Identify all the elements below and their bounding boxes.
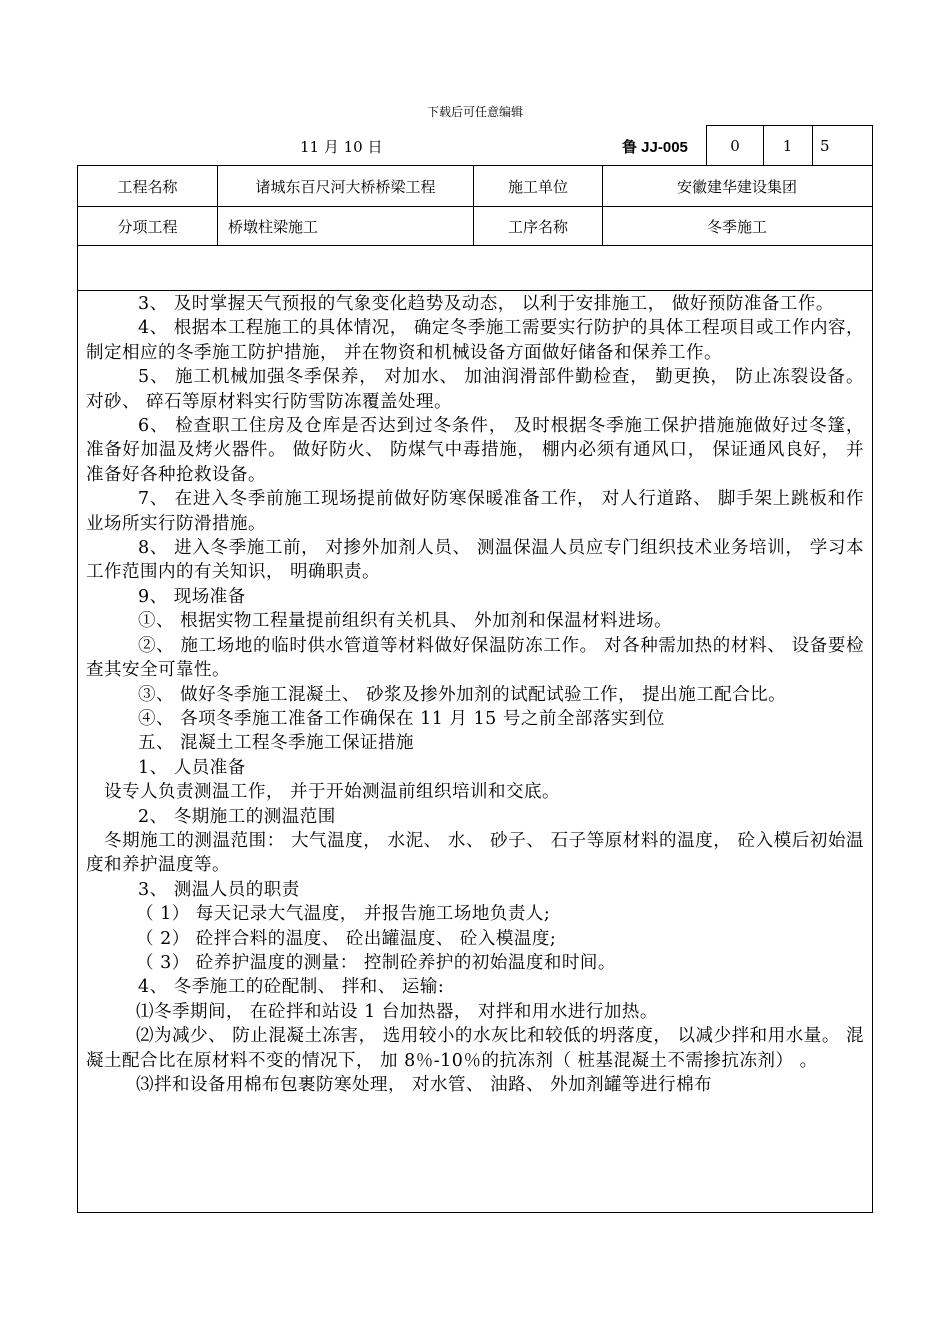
body-paragraph: ①、 根据实物工程量提前组织有关机具、 外加剂和保温材料进场。: [138, 611, 673, 632]
body-text: [86, 292, 864, 1097]
info-row-2: [78, 207, 872, 246]
header-date: 11 月 10 日: [300, 138, 383, 156]
body-paragraph: 7、 在进入冬季前施工现场提前做好防寒保暖准备工作， 对人行道路、 脚手架上跳板和作业场所实行防滑措施。: [86, 489, 864, 534]
body-paragraph: 2、 冬期施工的测温范围: [138, 806, 336, 827]
body-paragraph: 1、 人员准备: [138, 757, 246, 778]
blank-row: [78, 246, 872, 291]
body-paragraph: ④、 各项冬季施工准备工作确保在 11 月 15 号之前全部落实到位: [138, 708, 665, 729]
project-name-label: 工程名称: [78, 166, 218, 206]
body-paragraph: 4、 冬季施工的砼配制、 拌和、 运输:: [138, 977, 445, 998]
body-paragraph: （ 3） 砼养护温度的测量： 控制砼养护的初始温度和时间。: [136, 952, 616, 973]
body-paragraph: （ 1） 每天记录大气温度， 并报告施工场地负责人;: [136, 904, 551, 925]
body-paragraph: 9、 现场准备: [138, 586, 246, 607]
body-paragraph: 设专人负责测温工作， 并于开始测温前组织培训和交底。: [104, 782, 561, 803]
project-name-value: 诸城东百尺河大桥桥梁工程: [218, 166, 474, 206]
header-box-1: 0: [706, 125, 764, 165]
body-paragraph: 6、 检查职工住房及仓库是否达到过冬条件， 及时根据冬季施工保护措施施做好过冬篷， 准备好加温及烤火器件。 做好防火、 防煤气中毒措施， 棚内必须有通风口， 保证通风良好， 并准备好各种抢救设备。: [86, 416, 864, 485]
construction-unit-label: 施工单位: [474, 166, 603, 206]
body-paragraph: ⑵为减少、 防止混凝土冻害， 选用较小的水灰比和较低的坍落度， 以减少拌和用水量。 混凝土配合比在原材料不变的情况下， 加 8％-10％的抗冻剂（ 桩基混凝土不需掺抗冻剂） 。: [86, 1026, 864, 1071]
header-code: 鲁 JJ-005: [622, 139, 688, 156]
process-label: 工序名称: [474, 207, 603, 245]
body-paragraph: 8、 进入冬季施工前， 对掺外加剂人员、 测温保温人员应专门组织技术业务培训， 学习本工作范围内的有关知识， 明确职责。: [86, 538, 864, 583]
construction-unit-value: 安徽建华建设集团: [676, 177, 797, 196]
header-box-3: 5: [812, 125, 873, 165]
body-paragraph: ③、 做好冬季施工混凝土、 砂浆及掺外加剂的试配试验工作， 提出施工配合比。: [138, 684, 787, 705]
body-paragraph: 5、 施工机械加强冬季保养， 对加水、 加油润滑部件勤检查， 勤更换， 防止冻裂设备。 对砂、 碎石等原材料实行防雪防冻覆盖处理。: [86, 367, 864, 412]
body-paragraph: 4、 根据本工程施工的具体情况， 确定冬季施工需要实行防护的具体工程项目或工作内容， 制定相应的冬季施工防护措施， 并在物资和机械设备方面做好储备和保养工作。: [86, 318, 864, 363]
sub-project-label: 分项工程: [78, 207, 218, 245]
body-paragraph: 3、 及时掌握天气预报的气象变化趋势及动态， 以利于安排施工， 做好预防准备工作。: [138, 294, 834, 314]
body-paragraph: 冬期施工的测温范围： 大气温度， 水泥、 水、 砂子、 石子等原材料的温度， 砼入模后初始温度和养护温度等。: [86, 830, 864, 876]
body-paragraph: ⑴冬季期间， 在砼拌和站设 1 台加热器， 对拌和用水进行加热。: [136, 1001, 658, 1022]
body-paragraph: （ 2） 砼拌合料的温度、 砼出罐温度、 砼入模温度;: [136, 928, 557, 949]
header-box-2: 1: [763, 125, 813, 165]
body-paragraph: ⑶拌和设备用棉布包裹防寒处理， 对水管、 油路、 外加剂罐等进行棉布: [136, 1075, 713, 1095]
body-paragraph: 3、 测温人员的职责: [138, 879, 300, 900]
process-value: 冬季施工: [706, 217, 767, 236]
body-paragraph: 五、 混凝土工程冬季施工保证措施: [138, 733, 415, 754]
info-row-1: [78, 166, 872, 207]
sub-project-value: 桥墩柱梁施工: [218, 207, 474, 245]
body-paragraph: ②、 施工场地的临时供水管道等材料做好保温防冻工作。 对各种需加热的材料、 设备要检查其安全可靠性。: [86, 635, 864, 681]
top-note: 下载后可任意编辑: [426, 105, 523, 119]
